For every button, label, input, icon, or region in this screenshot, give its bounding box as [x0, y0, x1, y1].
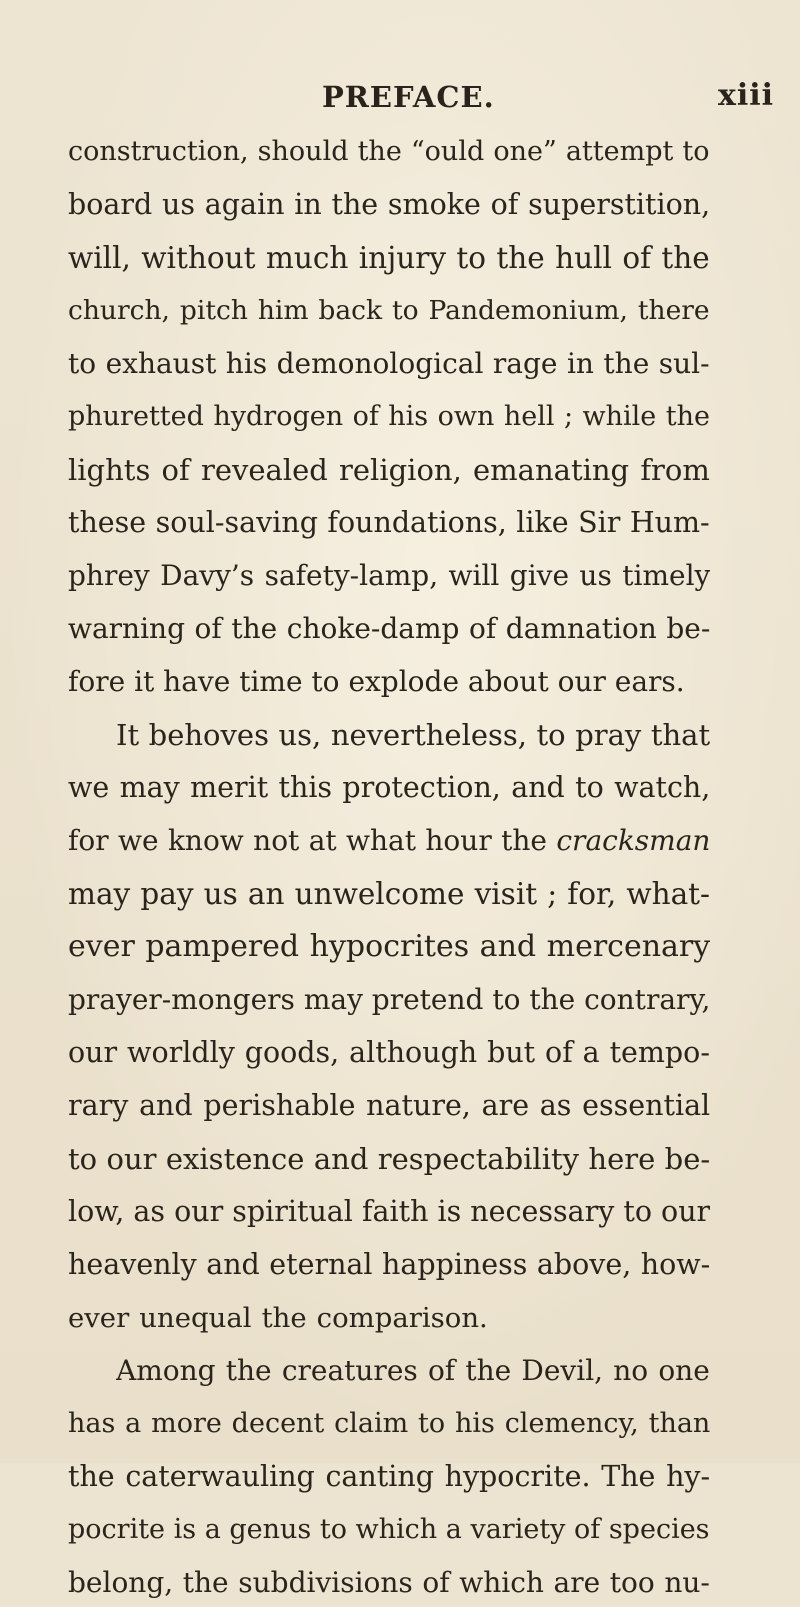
text-line: to exhaust his demonological rage in the sul-	[68, 347, 710, 380]
text-line: ever pampered hypocrites and mercenary	[68, 929, 710, 964]
text-line: these soul-saving foundations, like Sir Hum-	[68, 506, 710, 539]
page-header	[0, 76, 800, 116]
text-line: fore it have time to explode about our ears.	[68, 665, 685, 698]
text-line: the caterwauling canting hypocrite. The hy-	[68, 1460, 710, 1493]
text-line: phrey Davy’s safety-lamp, will give us timely	[68, 559, 710, 592]
text-line: lights of revealed religion, emanating from	[68, 453, 710, 487]
text-line: phuretted hydrogen of his own hell ; while the	[68, 401, 710, 432]
text-line: heavenly and eternal happiness above, how-	[68, 1248, 710, 1281]
text-line: prayer-mongers may pretend to the contrary,	[68, 983, 710, 1016]
text-line: construction, should the “ould one” attempt to	[68, 136, 710, 167]
text-line: we may merit this protection, and to watch,	[68, 771, 710, 804]
text-line: low, as our spiritual faith is necessary to our	[68, 1195, 710, 1228]
text-line: pocrite is a genus to which a variety of species	[68, 1514, 710, 1545]
text-line-roman: for we know not at what hour the	[68, 824, 557, 857]
text-line: church, pitch him back to Pandemonium, there	[68, 295, 710, 326]
text-line: ever unequal the comparison.	[68, 1302, 488, 1334]
text-line: has a more decent claim to his clemency, than	[68, 1408, 710, 1439]
text-line: rary and perishable nature, are as essential	[68, 1089, 710, 1122]
running-head: PREFACE.	[322, 80, 495, 114]
text-line: board us again in the smoke of superstition,	[68, 188, 710, 221]
text-line: may pay us an unwelcome visit ; for, what-	[68, 877, 710, 911]
page-number: xiii	[718, 78, 775, 113]
text-line: Among the creatures of the Devil, no one	[116, 1354, 710, 1387]
text-line: warning of the choke-damp of damnation be-	[68, 612, 710, 645]
text-line: will, without much injury to the hull of the	[68, 241, 710, 275]
text-line	[68, 817, 710, 865]
italic-word: cracksman	[556, 824, 710, 857]
text-line: to our existence and respectability here be-	[68, 1142, 710, 1176]
text-line: our worldly goods, although but of a tempo-	[68, 1036, 710, 1069]
text-line: It behoves us, nevertheless, to pray that	[116, 718, 710, 752]
text-line: belong, the subdivisions of which are too nu-	[68, 1566, 710, 1599]
